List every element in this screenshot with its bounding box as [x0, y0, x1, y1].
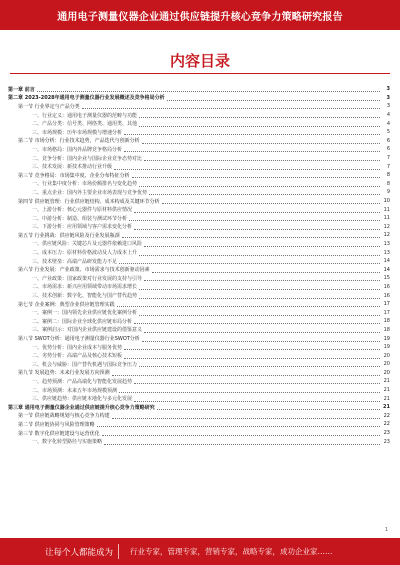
toc-entry[interactable] [8, 85, 390, 94]
toc-entry-page: 13 [383, 240, 390, 247]
toc-entry-title: 三、下游分析：应用领域与客户需求变化分析 [32, 224, 133, 231]
toc-entry-page: 7 [386, 163, 390, 170]
toc-entry-title: 第八节 SWOT分析：通用电子测量仪器行业SWOT分析 [18, 336, 140, 343]
toc-entry-page: 9 [386, 189, 390, 196]
toc-entry[interactable] [8, 171, 390, 180]
toc-entry-title: 二、重点企业：国内外主要企业市场表现与竞争优势 [32, 189, 148, 196]
page-number: 1 [384, 527, 388, 533]
toc-entry-page: 5 [386, 129, 390, 136]
toc-entry-page: 11 [383, 215, 390, 222]
toc-leader-dots [134, 322, 380, 324]
table-of-contents [8, 85, 390, 446]
toc-leader-dots [139, 116, 380, 118]
toc-entry[interactable] [8, 274, 390, 283]
toc-entry-title: 一、案例一：国内领先企业供应链优化案例分析 [32, 310, 138, 317]
toc-entry-title: 一、上游分析：核心元器件与原材料供应情况 [32, 207, 133, 214]
toc-leader-dots [112, 374, 380, 376]
toc-entry-title: 第四节 供应链管理：行业供应链结构、成本构成及关键环节分析 [18, 198, 160, 205]
toc-entry-page: 7 [386, 155, 390, 162]
toc-entry[interactable] [8, 317, 390, 326]
toc-entry-title: 三、机会与威胁：国产替代机遇与国际竞争压力 [32, 361, 138, 368]
toc-entry-title: 第三节 数字化供应链建设与运营优化 [18, 430, 100, 437]
toc-leader-dots [157, 408, 380, 410]
toc-entry[interactable] [8, 265, 390, 274]
toc-entry-page: 4 [386, 120, 390, 127]
toc-entry[interactable] [8, 128, 390, 137]
toc-entry-title: 二、市场需求：新兴应用领域带动市场需求增长 [32, 284, 138, 291]
toc-leader-dots [167, 99, 380, 101]
toc-entry-page: 19 [383, 344, 390, 351]
toc-leader-dots [112, 417, 380, 419]
toc-entry[interactable] [8, 162, 390, 171]
toc-entry-page: 10 [383, 198, 390, 205]
toc-leader-dots [129, 219, 380, 221]
toc-divider [10, 73, 390, 74]
toc-entry-title: 一、趋势预测：产品高端化与智能化发展趋势 [32, 378, 133, 385]
toc-entry[interactable] [8, 188, 390, 197]
toc-entry[interactable] [8, 205, 390, 214]
toc-leader-dots [114, 168, 380, 170]
toc-entry-title: 三、供应链趋势：供应链本地化与多元化发展 [32, 396, 133, 403]
toc-entry-title: 三、技术创新：数字化、智能化与国产替代趋势 [32, 293, 138, 300]
toc-leader-dots [124, 150, 380, 152]
toc-entry[interactable] [8, 308, 390, 317]
toc-entry[interactable] [8, 377, 390, 386]
toc-entry-title: 第二章 2023-2028年通用电子测量仪器行业发展概述及竞争格局分析 [8, 95, 165, 102]
report-header-bar [0, 0, 400, 30]
toc-leader-dots [134, 211, 380, 213]
toc-entry[interactable] [8, 300, 390, 309]
toc-entry-page: 20 [383, 361, 390, 368]
toc-entry-title: 第一章 前言 [8, 86, 35, 93]
toc-leader-dots [124, 357, 380, 359]
toc-entry-page: 8 [386, 180, 390, 187]
toc-entry-title: 一、行业定义：通用电子测量仪器的范畴与功能 [32, 112, 138, 119]
toc-entry[interactable] [8, 119, 390, 128]
toc-leader-dots [142, 340, 380, 342]
toc-entry-page: 11 [383, 206, 390, 213]
toc-leader-dots [139, 254, 380, 256]
toc-entry-title: 三、案例启示：对国内企业供应链建设的借鉴意义 [32, 327, 143, 334]
toc-entry-page: 12 [383, 223, 390, 230]
toc-leader-dots [139, 288, 380, 290]
toc-leader-dots [119, 262, 380, 264]
footer-slogan-left: 让每个人都能成为 [45, 548, 114, 558]
toc-leader-dots [124, 348, 380, 350]
toc-entry[interactable] [8, 145, 390, 154]
toc-entry[interactable] [8, 351, 390, 360]
toc-leader-dots [132, 176, 380, 178]
toc-entry-page: 3 [386, 94, 390, 101]
toc-entry-page: 3 [386, 103, 390, 110]
toc-leader-dots [139, 314, 380, 316]
toc-leader-dots [162, 202, 380, 204]
toc-leader-dots [117, 305, 380, 307]
toc-entry[interactable] [8, 429, 390, 438]
toc-entry[interactable] [8, 223, 390, 232]
toc-leader-dots [144, 159, 380, 161]
report-title: 通用电子测量仪器企业通过供应链提升核心竞争力策略研究报告 [57, 12, 343, 23]
toc-entry-page: 6 [386, 137, 390, 144]
toc-entry[interactable] [8, 369, 390, 378]
toc-entry-page: 4 [386, 112, 390, 119]
toc-entry-page: 13 [383, 249, 390, 256]
toc-entry-page: 18 [383, 318, 390, 325]
toc-leader-dots [144, 279, 380, 281]
toc-entry-page: 17 [383, 309, 390, 316]
toc-entry-title: 第三章 通用电子测量仪器企业通过供应链提升核心竞争力策略研究 [8, 404, 155, 411]
toc-entry[interactable] [8, 257, 390, 266]
toc-entry[interactable] [8, 326, 390, 335]
toc-entry[interactable] [8, 343, 390, 352]
footer-divider [118, 544, 119, 559]
toc-leader-dots [149, 193, 380, 195]
toc-entry-title: 二、案例二：国际企业全球化供应链布局分析 [32, 318, 133, 325]
toc-entry-page: 12 [383, 232, 390, 239]
toc-leader-dots [122, 236, 380, 238]
toc-leader-dots [139, 365, 380, 367]
toc-leader-dots [139, 125, 380, 127]
toc-entry-page: 14 [383, 258, 390, 265]
toc-entry-title: 第五节 行业挑战：供应链风险及行业发展瓶颈 [18, 232, 120, 239]
toc-entry[interactable] [8, 137, 390, 146]
toc-entry-title: 第三节 竞争格局：市场集中度、企业分布特征分析 [18, 172, 130, 179]
toc-entry[interactable] [8, 197, 390, 206]
toc-entry-page: 20 [383, 369, 390, 376]
toc-entry[interactable] [8, 240, 390, 249]
toc-entry[interactable] [8, 386, 390, 395]
toc-entry-page: 19 [383, 335, 390, 342]
toc-leader-dots [139, 185, 380, 187]
toc-entry[interactable] [8, 291, 390, 300]
toc-entry[interactable] [8, 403, 390, 412]
toc-entry-title: 三、市场规模：历年市场规模与增速分析 [32, 129, 123, 136]
toc-entry-title: 三、技术发展：新技术推动行业升级 [32, 164, 113, 171]
toc-entry[interactable] [8, 394, 390, 403]
toc-entry[interactable] [8, 154, 390, 163]
toc-entry[interactable] [8, 283, 390, 292]
toc-entry-title: 第一节 供应链战略规划与核心竞争力构建 [18, 413, 110, 420]
toc-entry[interactable] [8, 412, 390, 421]
toc-entry-page: 3 [386, 86, 390, 93]
toc-entry-title: 第九节 发展趋势：未来行业发展方向预测 [18, 370, 110, 377]
toc-entry-page: 16 [383, 283, 390, 290]
toc-leader-dots [82, 107, 380, 109]
toc-entry[interactable] [8, 180, 390, 189]
toc-heading: 内容目录 [169, 52, 230, 70]
toc-entry[interactable] [8, 437, 390, 446]
toc-leader-dots [152, 271, 380, 273]
toc-entry-title: 二、市场预测：未来五年市场规模预测 [32, 387, 118, 394]
toc-entry-page: 21 [383, 378, 390, 385]
footer-slogan-right: 行业专家，管理专家，营销专家，战略专家，成功企业家…… [130, 547, 333, 556]
toc-entry-title: 三、技术壁垒：高端产品研发能力不足 [32, 258, 118, 265]
toc-entry[interactable] [8, 94, 390, 103]
toc-leader-dots [37, 90, 380, 92]
toc-entry-page: 22 [383, 412, 390, 419]
toc-entry-page: 21 [383, 395, 390, 402]
toc-leader-dots [134, 228, 380, 230]
toc-entry-page: 23 [383, 438, 390, 445]
toc-entry-title: 一、产业政策：国家政策对行业发展的支持与引导 [32, 275, 143, 282]
toc-entry-page: 6 [386, 146, 390, 153]
toc-leader-dots [119, 391, 380, 393]
toc-entry[interactable] [8, 420, 390, 429]
toc-leader-dots [134, 400, 380, 402]
toc-entry-title: 二、中游分析：制造、组装与测试环节分析 [32, 215, 128, 222]
toc-entry-title: 第二节 市场分析：行业技术趋势，产品迭代与创新分析 [18, 138, 140, 145]
toc-leader-dots [97, 425, 380, 427]
toc-entry-title: 第六节 行业发展：产业政策、市场需求与技术创新驱动因素 [18, 267, 150, 274]
toc-entry[interactable] [8, 102, 390, 111]
toc-entry-page: 21 [383, 387, 390, 394]
toc-entry-page: 16 [383, 292, 390, 299]
toc-entry-page: 17 [383, 301, 390, 308]
toc-leader-dots [124, 133, 380, 135]
toc-entry-page: 23 [383, 430, 390, 437]
toc-entry-title: 二、产品分类：信号类、网络类、通用类、其他 [32, 121, 138, 128]
toc-entry[interactable] [8, 111, 390, 120]
toc-entry[interactable] [8, 334, 390, 343]
toc-entry[interactable] [8, 214, 390, 223]
toc-entry[interactable] [8, 248, 390, 257]
footer-bar [0, 538, 400, 565]
toc-entry-page: 14 [383, 266, 390, 273]
toc-entry[interactable] [8, 231, 390, 240]
toc-entry-page: 15 [383, 275, 390, 282]
toc-entry-page: 22 [383, 421, 390, 428]
toc-leader-dots [139, 297, 380, 299]
toc-leader-dots [134, 382, 380, 384]
toc-leader-dots [102, 434, 380, 436]
toc-entry-title: 第七节 企业案例：典型企业供应链管理实践 [18, 301, 115, 308]
toc-entry-page: 20 [383, 352, 390, 359]
toc-entry-page: 18 [383, 326, 390, 333]
toc-entry-title: 二、成本压力：原材料价格波动及人力成本上升 [32, 250, 138, 257]
toc-entry-title: 二、劣势分析：高端产品及核心技术短板 [32, 353, 123, 360]
toc-entry-title: 第二节 供应链协同与风险管理策略 [18, 421, 95, 428]
toc-entry-page: 8 [386, 172, 390, 179]
toc-entry-title: 一、优势分析：国内企业成本与服务优势 [32, 344, 123, 351]
toc-leader-dots [104, 443, 380, 445]
toc-leader-dots [144, 245, 380, 247]
toc-entry-title: 一、供应链风险：关键芯片及元器件依赖进口风险 [32, 241, 143, 248]
toc-entry-page: 21 [383, 404, 390, 411]
toc-leader-dots [144, 331, 380, 333]
toc-entry-title: 一、行业集中度分析：市场份额排名与变化趋势 [32, 181, 138, 188]
toc-entry-title: 二、竞争分析：国内企业与国际企业竞争态势对比 [32, 155, 143, 162]
toc-entry-title: 一、数字化转型路径与实施策略 [32, 439, 103, 446]
toc-entry[interactable] [8, 360, 390, 369]
toc-entry-title: 一、市场格局：国内外品牌竞争格局分析 [32, 146, 123, 153]
toc-leader-dots [142, 142, 380, 144]
toc-entry-title: 第一节 行业界定与产品分类 [18, 103, 80, 110]
